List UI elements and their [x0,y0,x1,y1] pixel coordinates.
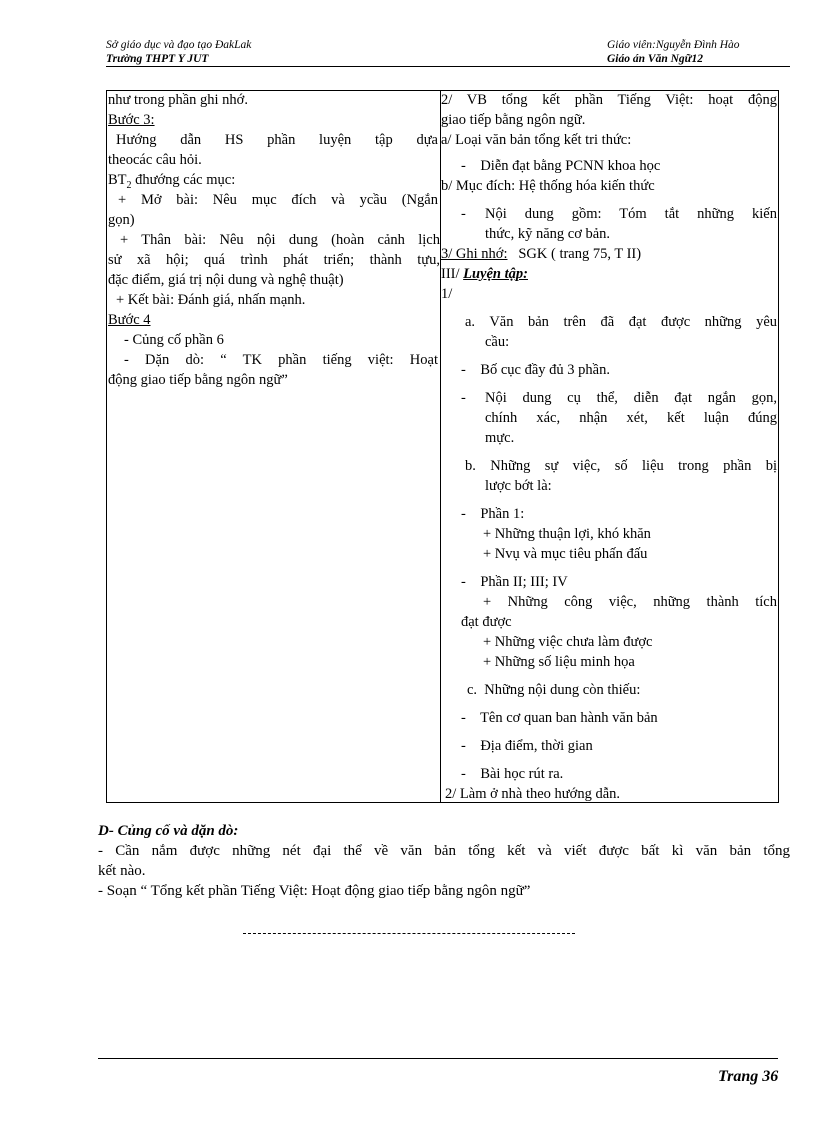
text-line: c. Những nội dung còn thiếu: [467,682,641,698]
header-right [607,38,740,66]
text-line: 2/ VB tổng kết phần Tiếng Việt: hoạt động [441,92,777,108]
text-line: như trong phần ghi nhớ. [108,92,248,108]
step-3-heading: Bước 3: [108,112,155,128]
text-line: + Kết bài: Đánh giá, nhấn mạnh. [116,292,306,308]
text-line: - Bài học rút ra. [461,766,564,782]
text-line: Nội dung gồm: Tóm tắt những kiến [485,206,777,222]
footer-divider [98,1058,778,1059]
page-number: Trang 36 [718,1068,779,1085]
text-line: - Tên cơ quan ban hành văn bản [461,710,658,726]
text-line: a. Văn bản trên đã đạt được những yêu [465,314,777,330]
text-line: - Soạn “ Tổng kết phần Tiếng Việt: Hoạt động giao tiếp bằng ngôn ngữ” [98,883,531,899]
text-line: - Củng cố phần 6 [124,332,224,348]
bullet-dash: - [461,206,466,222]
text-line: 2/ Làm ở nhà theo hướng dẫn. [445,786,621,802]
text-line: + Nvụ và mục tiêu phấn đấu [483,546,648,562]
text-line: chính xác, nhận xét, kết luận đúng [485,410,777,426]
header-left [106,38,251,66]
bullet-dash: - [461,390,466,406]
practice-heading: III/ Luyện tập: [441,266,528,282]
text-line: kết nào. [98,863,146,879]
text-line: đạt được [461,614,512,630]
text-line: b. Những sự việc, số liệu trong phần bị [465,458,777,474]
header-divider [106,66,790,67]
header-department: Sở giáo dục và đạo tạo ĐakLak [106,39,252,51]
text-line: mực. [485,430,515,446]
text-line: - Địa điểm, thời gian [461,738,593,754]
text-line: + Những thuận lợi, khó khăn [483,526,651,542]
memo-line: 3/ Ghi nhớ: SGK ( trang 75, T II) [441,246,642,262]
text-line: + Thân bài: Nêu nội dung (hoàn cảnh lịch [120,232,440,248]
text-line: sử xã hội; quá trình phát triển; thành tựu, [108,252,440,268]
text-line: - Diễn đạt bằng PCNN khoa học [461,158,661,174]
text-line: + Mở bài: Nêu mục đích và ycầu (Ngắn [118,192,438,208]
header-teacher: Giáo viên:Nguyễn Đình Hào [607,39,740,51]
dashed-separator [243,933,575,934]
text-line: + Những số liệu minh họa [483,654,635,670]
text-line: gọn) [108,212,135,228]
text-line: Nội dung cụ thể, diễn đạt ngắn gọn, [485,390,777,406]
section-title: D- Củng cố và dặn dò: [98,823,239,839]
bt2-line: $BT_2$ đhướng các mục: [108,172,236,191]
text-line: - Dặn dò: “ TK phần tiếng việt: Hoạt [124,352,438,368]
text-line: giao tiếp bằng ngôn ngữ. [441,112,586,128]
text-line: thức, kỹ năng cơ bản. [485,226,611,242]
text-line: - Phần 1: [461,506,525,522]
text-line: lược bớt là: [485,478,552,494]
lesson-table [106,90,779,803]
text-line: - Cần nắm được những nét đại thể về văn bản tổng kết và viết được bất kì văn bản tổng [98,843,790,859]
step-4-heading: Bước 4 [108,312,151,328]
header-school: Trường THPT Y JUT [106,53,209,65]
column-divider [440,91,441,802]
text-line: theocác câu hỏi. [108,152,202,168]
text-line: b/ Mục đích: Hệ thống hóa kiến thức [441,178,655,194]
text-line: động giao tiếp bằng ngôn ngữ” [108,372,288,388]
text-line: Hướng dẫn HS phần luyện tập dựa [116,132,438,148]
text-line: - Phần II; III; IV [461,574,568,590]
text-line: đặc điểm, giá trị nội dung và nghệ thuật) [108,272,344,288]
text-line: - Bố cục đầy đủ 3 phần. [461,362,610,378]
text-line: + Những việc chưa làm được [483,634,653,650]
text-line: + Những công việc, những thành tích [483,594,777,610]
text-line: a/ Loại văn bản tổng kết tri thức: [441,132,632,148]
text-line: cầu: [485,334,510,350]
text-line: 1/ [441,286,453,302]
header-subject: Giáo án Văn Ngữ12 [607,53,704,65]
